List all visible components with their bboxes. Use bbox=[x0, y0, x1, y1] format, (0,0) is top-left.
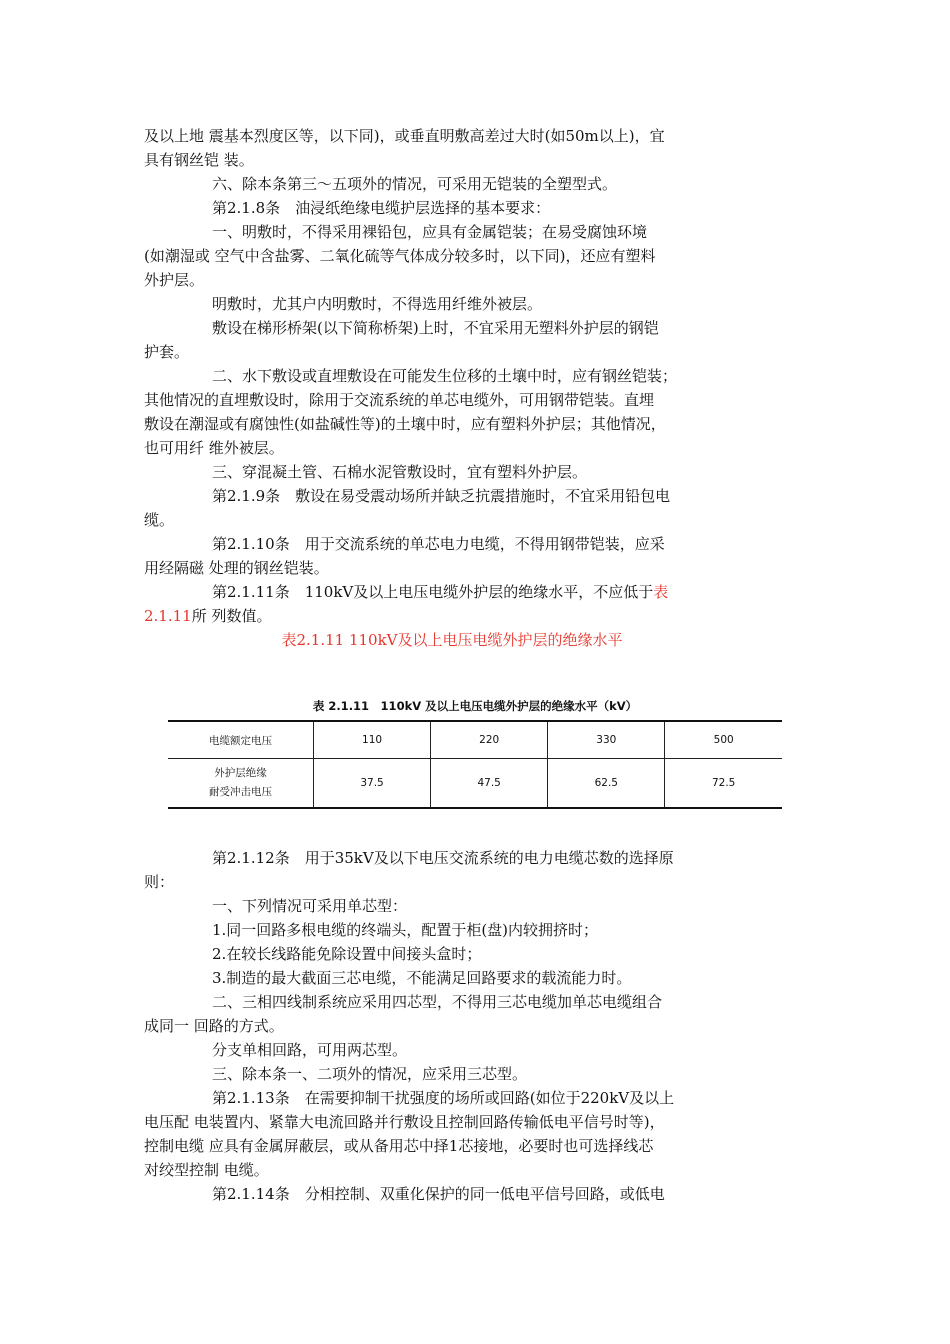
table-cell: 47.5 bbox=[431, 759, 548, 809]
body-text-top bbox=[144, 124, 734, 652]
table-reference-link[interactable]: 表 bbox=[653, 583, 669, 601]
text-line: 分支单相回路，可用两芯型。 bbox=[212, 1041, 408, 1059]
text-line: 及以上地 震基本烈度区等，以下同)，或垂直明敷高差过大时(如50m以上)，宜 bbox=[144, 127, 665, 145]
table-cell: 37.5 bbox=[314, 759, 431, 809]
text-line: 三、穿混凝土管、石棉水泥管敷设时，宜有塑料外护层。 bbox=[212, 463, 588, 481]
text-line: 第2.1.14条 分相控制、双重化保护的同一低电平信号回路，或低电 bbox=[212, 1185, 665, 1203]
row-header-line: 外护层绝缘 bbox=[214, 767, 267, 779]
text-line: 敷设在潮湿或有腐蚀性(如盐碱性等)的土壤中时，应有塑料外护层；其他情况， bbox=[144, 415, 666, 433]
table-row bbox=[168, 721, 782, 759]
table-reference-link[interactable]: 2.1.11 bbox=[144, 607, 192, 625]
clause-2111-line1 bbox=[144, 580, 734, 604]
text-line: 三、除本条一、二项外的情况，应采用三芯型。 bbox=[212, 1065, 528, 1083]
table-caption: 表2.1.11 110kV及以上电压电缆外护层的绝缘水平 bbox=[281, 631, 623, 649]
text-line: 第2.1.12条 用于35kV及以下电压交流系统的电力电缆芯数的选择原 bbox=[212, 849, 674, 867]
table-cell: 330 bbox=[548, 721, 665, 759]
text-line: 第2.1.10条 用于交流系统的单芯电力电缆，不得用钢带铠装，应采 bbox=[212, 535, 665, 553]
clause-2111-line2 bbox=[144, 604, 734, 628]
body-text-bottom bbox=[144, 846, 734, 1206]
text-line: 控制电缆 应具有金属屏蔽层，或从备用芯中择1芯接地，必要时也可选择线芯 bbox=[144, 1137, 654, 1155]
text-line: 电压配 电装置内、紧靠大电流回路并行敷设且控制回路传输低电平信号时等)， bbox=[144, 1113, 665, 1131]
table-cell: 62.5 bbox=[548, 759, 665, 809]
table-title: 表 2.1.11 110kV 及以上电压电缆外护层的绝缘水平（kV） bbox=[312, 699, 638, 713]
text-line: 二、三相四线制系统应采用四芯型，不得用三芯电缆加单芯电缆组合 bbox=[212, 993, 663, 1011]
text-line: 敷设在梯形桥架(以下简称桥架)上时，不宜采用无塑料外护层的钢铠 bbox=[212, 319, 659, 337]
text-line: 用经隔磁 处理的钢丝铠装。 bbox=[144, 559, 329, 577]
text-line: 二、水下敷设或直埋敷设在可能发生位移的土壤中时，应有钢丝铠装； bbox=[212, 367, 678, 385]
text-line: 明敷时，尤其户内明敷时，不得选用纤维外被层。 bbox=[212, 295, 543, 313]
text-line: 具有钢丝铠 装。 bbox=[144, 151, 254, 169]
row-header-impulse-withstand bbox=[168, 759, 314, 809]
text-line: 2.在较长线路能免除设置中间接头盒时； bbox=[212, 945, 482, 963]
row-header-rated-voltage: 电缆额定电压 bbox=[168, 721, 314, 759]
text-line: 六、除本条第三～五项外的情况，可采用无铠装的全塑型式。 bbox=[212, 175, 618, 193]
text-line: 则： bbox=[144, 873, 175, 891]
table-row bbox=[168, 759, 782, 809]
table-cell: 110 bbox=[314, 721, 431, 759]
table-cell: 72.5 bbox=[665, 759, 782, 809]
text-line: 1.同一回路多根电缆的终端头，配置于柜(盘)内较拥挤时； bbox=[212, 921, 599, 939]
text-line: 3.制造的最大截面三芯电缆，不能满足回路要求的载流能力时。 bbox=[212, 969, 632, 987]
text-line: 第2.1.13条 在需要抑制干扰强度的场所或回路(如位于220kV及以上 bbox=[212, 1089, 675, 1107]
row-header-line: 耐受冲击电压 bbox=[209, 786, 272, 798]
text-line: 护套。 bbox=[144, 343, 190, 361]
clause-2111-text: 第2.1.11条 110kV及以上电压电缆外护层的绝缘水平，不应低于 bbox=[212, 583, 654, 601]
text-line: 缆。 bbox=[144, 511, 175, 529]
text-line: 一、下列情况可采用单芯型： bbox=[212, 897, 408, 915]
table-cell: 220 bbox=[431, 721, 548, 759]
text-line: 也可用纤 维外被层。 bbox=[144, 439, 284, 457]
text-line: 第2.1.8条 油浸纸绝缘电缆护层选择的基本要求： bbox=[212, 199, 551, 217]
insulation-level-table bbox=[168, 720, 782, 809]
text-line: 其他情况的直埋敷设时，除用于交流系统的单芯电缆外，可用钢带铠装。直埋 bbox=[144, 391, 655, 409]
text-line: 一、明敷时，不得采用裸铅包，应具有金属铠装；在易受腐蚀环境 bbox=[212, 223, 648, 241]
text-line: 对绞型控制 电缆。 bbox=[144, 1161, 269, 1179]
text-line: (如潮湿或 空气中含盐雾、二氧化硫等气体成分较多时，以下同)，还应有塑料 bbox=[144, 247, 656, 265]
text-line: 第2.1.9条 敷设在易受震动场所并缺乏抗震措施时，不宜采用铅包电 bbox=[212, 487, 671, 505]
table-cell: 500 bbox=[665, 721, 782, 759]
text-line: 外护层。 bbox=[144, 271, 205, 289]
clause-2111-text: 所 列数值。 bbox=[191, 607, 272, 625]
text-line: 成同一 回路的方式。 bbox=[144, 1017, 284, 1035]
